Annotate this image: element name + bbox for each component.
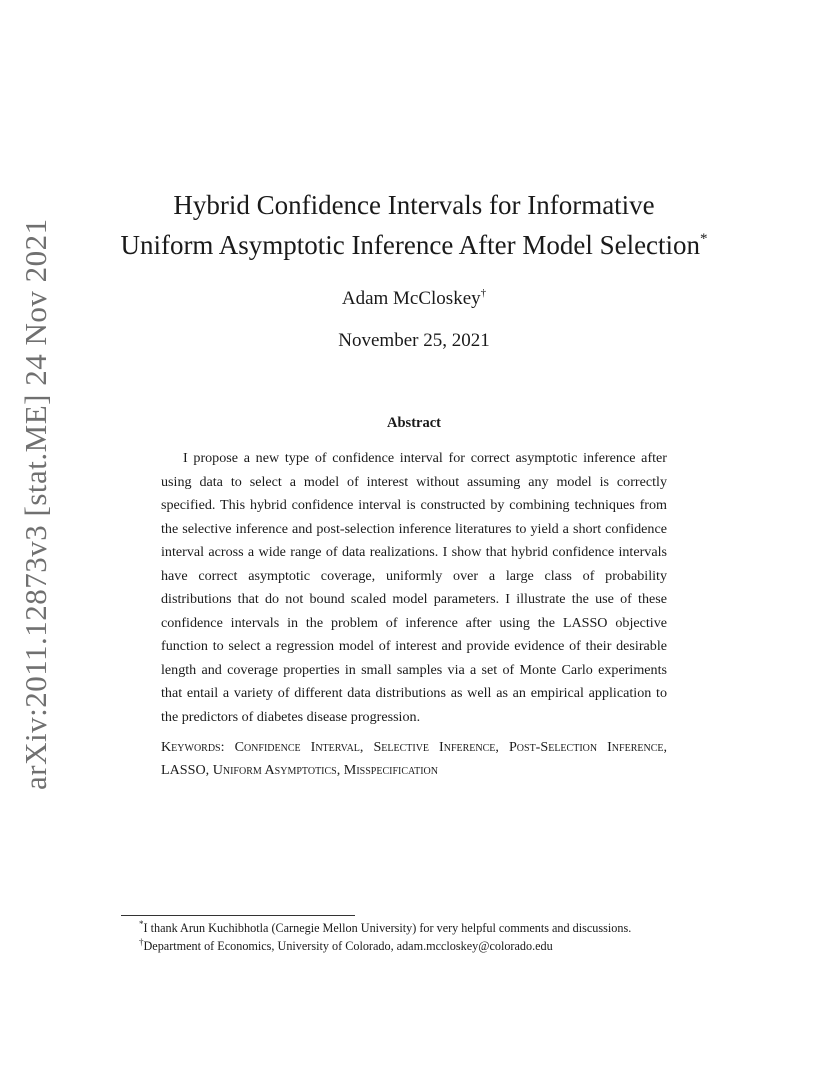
- abstract-heading: Abstract: [387, 415, 441, 431]
- title-line-2-text: Uniform Asymptotic Inference After Model Selection: [120, 230, 701, 260]
- title-footnote-mark: *: [700, 231, 708, 247]
- footnote-1: [121, 919, 721, 937]
- abstract-body: I propose a new type of confidence interval for correct asymptotic inference after using data to select a model of interest without assuming any model is correctly specified. This hybrid confidence interval is constructed by combining techniques from the selective inference and post-selection inference literatures to yield a short confidence interval across a wide range of data realizations. I show that hybrid confidence intervals have correct asymptotic coverage, uniformly over a large class of probability distributions that do not bound scaled model parameters. I illustrate the use of these confidence intervals in the problem of inference after using the LASSO objective function to select a regression model of interest and provide evidence of their desirable length and coverage properties in small samples via a set of Monte Carlo experiments that entail a variety of different data distributions as well as an empirical application to the predictors of diabetes disease progression.: [161, 450, 667, 725]
- footnote-2-mark: †: [139, 937, 144, 947]
- footnotes: [121, 919, 721, 955]
- keywords-list: Confidence Interval, Selective Inference, Post-Selection Inference, LASSO, Uniform Asymptotics, Misspecification: [161, 739, 667, 778]
- footnote-2-text: Department of Economics, University of Colorado, adam.mccloskey@colorado.edu: [143, 939, 553, 953]
- author-footnote-mark: †: [480, 287, 487, 299]
- author-name-text: Adam McCloskey: [341, 288, 481, 309]
- keywords-label: Keywords:: [161, 739, 225, 755]
- paper-title: [100, 185, 728, 265]
- footnote-2: [121, 937, 721, 955]
- keywords: [161, 736, 667, 782]
- arxiv-identifier-stamp: arXiv:2011.12873v3 [stat.ME] 24 Nov 2021: [18, 218, 53, 790]
- title-line-2: [100, 225, 728, 265]
- title-line-1: Hybrid Confidence Intervals for Informative: [173, 190, 655, 220]
- author-name: [0, 288, 828, 310]
- footnote-rule: [121, 915, 355, 916]
- paper-date: November 25, 2021: [338, 330, 490, 351]
- footnote-1-mark: *: [139, 919, 144, 929]
- footnote-1-text: I thank Arun Kuchibhotla (Carnegie Mellon University) for very helpful comments and discussions.: [143, 921, 632, 935]
